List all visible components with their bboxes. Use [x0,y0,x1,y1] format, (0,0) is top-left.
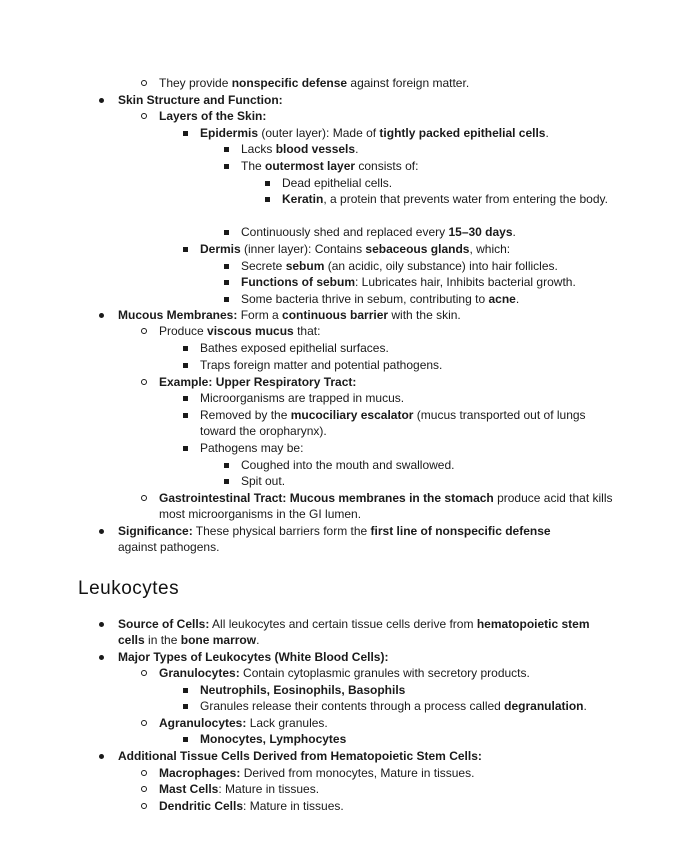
text: , which: [469,242,511,256]
list-item [200,682,405,698]
list-item [118,616,598,648]
bullet-disc-icon [99,313,104,318]
bullet-circle-icon [141,328,147,334]
list-item [241,158,418,174]
list-item [159,665,530,681]
text: with the skin. [388,308,461,322]
bold-text: outermost layer [265,159,356,173]
text: They provide [159,76,232,90]
text: Removed by the [200,408,291,422]
list-item [241,258,558,274]
bold-text: Granulocytes: [159,666,240,680]
bold-text: Significance: [118,524,193,538]
bold-text: Example: Upper Respiratory Tract: [159,375,357,389]
text: : Lubricates hair, Inhibits bacterial growth. [355,275,576,289]
bold-text: mucociliary escalator [290,408,414,422]
list-item [118,748,482,764]
text: Microorganisms are trapped in mucus. [200,391,405,405]
text: . [256,633,260,647]
bold-text: sebaceous glands [365,242,470,256]
bullet-square-icon [224,264,229,269]
bullet-square-icon [265,197,270,202]
bold-text: Layers of the Skin: [159,109,267,123]
bullet-disc-icon [99,655,104,660]
bullet-disc-icon [99,754,104,759]
list-item [200,698,587,714]
list-item [159,715,328,731]
bold-text: 15–30 days [448,225,513,239]
text: . [545,126,549,140]
bold-text: Macrophages: [159,766,241,780]
bullet-square-icon [183,247,188,252]
text: (mucus transported out of lungs toward the oropharynx). [200,408,586,438]
text: Form a [237,308,283,322]
bullet-square-icon [183,737,188,742]
text: Granules release their contents through a process called [200,699,505,713]
bold-text: Dermis [200,242,241,256]
bold-text: acne [488,292,516,306]
bold-text: hematopoietic stem cells [118,617,590,647]
bullet-circle-icon [141,80,147,86]
list-item [241,457,454,473]
list-item [200,357,442,373]
bold-text: Functions of sebum [241,275,355,289]
bullet-square-icon [265,181,270,186]
bullet-square-icon [224,164,229,169]
text: Coughed into the mouth and swallowed. [241,458,455,472]
text: . [583,699,587,713]
bold-text: bone marrow [180,633,257,647]
bold-text: degranulation [504,699,584,713]
bold-text: blood vessels [275,142,356,156]
bold-text: continuous barrier [282,308,389,322]
bold-text: Keratin [282,192,324,206]
bold-text: Gastrointestinal Tract: Mucous membranes in the stomach [159,491,494,505]
bullet-disc-icon [99,622,104,627]
bold-text: Monocytes, Lymphocytes [200,732,347,746]
bold-text: Agranulocytes: [159,716,247,730]
list-item [159,781,319,797]
bold-text: tightly packed epithelial cells [379,126,546,140]
bold-text: viscous mucus [207,324,294,338]
bullet-circle-icon [141,670,147,676]
text: (an acidic, oily substance) into hair follicles. [324,259,558,273]
bullet-square-icon [224,297,229,302]
text: Lacks [241,142,276,156]
list-item [159,798,344,814]
list-item [118,92,283,108]
text: Bathes exposed epithelial surfaces. [200,341,389,355]
text: . [515,292,520,306]
list-item [200,731,346,747]
list-item [159,374,356,390]
text: Spit out. [241,474,286,488]
list-item [159,75,469,91]
list-item [159,323,320,339]
list-item [159,108,266,124]
list-item [241,141,358,157]
text: (outer layer): Made of [258,126,380,140]
text: Continuously shed and replaced every [241,225,449,239]
list-item [282,175,392,191]
bold-text: sebum [285,259,325,273]
bullet-square-icon [183,413,188,418]
text: : Mature in tissues. [243,799,344,813]
text: (inner layer): Contains [240,242,366,256]
text: Pathogens may be: [200,441,304,455]
bullet-square-icon [183,131,188,136]
list-item [200,407,610,439]
text: , a protein that prevents water from entering the body. [323,192,608,206]
bullet-disc-icon [99,529,104,534]
bold-text: Skin Structure and Function: [118,93,283,107]
bullet-circle-icon [141,495,147,501]
bold-text: Dendritic Cells [159,799,244,813]
bullet-circle-icon [141,113,147,119]
text: produce acid that kills most microorganisms in the GI lumen. [159,491,613,521]
list-item [118,307,461,323]
bold-text: first line of nonspecific defense [370,524,551,538]
text: that: [293,324,321,338]
bullet-square-icon [183,704,188,709]
section-heading-leukocytes: Leukocytes [78,578,180,599]
text: consists of: [355,159,419,173]
bullet-square-icon [224,463,229,468]
list-item [200,340,389,356]
bullet-square-icon [183,346,188,351]
text: Secrete [241,259,286,273]
bullet-circle-icon [141,770,147,776]
list-item [200,125,549,141]
bullet-circle-icon [141,379,147,385]
bullet-disc-icon [99,98,104,103]
text: against pathogens. [118,540,220,554]
text: in the [144,633,181,647]
bullet-square-icon [183,396,188,401]
list-item [200,390,404,406]
text: Contain cytoplasmic granules with secretory products. [239,666,530,680]
bold-text: Neutrophils, Eosinophils, Basophils [200,683,406,697]
list-item [200,440,303,456]
bold-text: Major Types of Leukocytes (White Blood Cells): [118,650,389,664]
text: Dead epithelial cells. [282,176,393,190]
text: Produce [159,324,208,338]
bullet-square-icon [224,479,229,484]
text: . [512,225,516,239]
list-item [159,765,474,781]
bullet-circle-icon [141,803,147,809]
list-item [241,274,576,290]
bullet-circle-icon [141,720,147,726]
bold-text: Epidermis [200,126,259,140]
list-item [282,191,612,207]
text: against foreign matter. [347,76,470,90]
text: : Mature in tissues. [218,782,320,796]
bullet-square-icon [183,688,188,693]
text: Traps foreign matter and potential pathogens. [200,358,443,372]
bullet-square-icon [183,446,188,451]
text: The [241,159,266,173]
bullet-square-icon [224,147,229,152]
bullet-circle-icon [141,786,147,792]
bullet-square-icon [224,230,229,235]
bold-text: nonspecific defense [231,76,348,90]
text: All leukocytes and certain tissue cells derive from [209,617,477,631]
text: Lack granules. [246,716,328,730]
bullet-square-icon [183,363,188,368]
list-item [118,649,388,665]
text: Some bacteria thrive in sebum, contributing to [241,292,489,306]
list-item [200,241,510,257]
text: Derived from monocytes, Mature in tissues. [240,766,475,780]
list-item [159,490,619,522]
bold-text: Mucous Membranes: [118,308,238,322]
list-item [241,224,516,240]
bold-text: Mast Cells [159,782,219,796]
bold-text: Additional Tissue Cells Derived from Hematopoietic Stem Cells: [118,749,482,763]
list-item [241,291,519,307]
bullet-square-icon [224,280,229,285]
text: . [355,142,359,156]
list-item [118,523,588,555]
bold-text: Source of Cells: [118,617,210,631]
text: These physical barriers form the [192,524,371,538]
list-item [241,473,285,489]
